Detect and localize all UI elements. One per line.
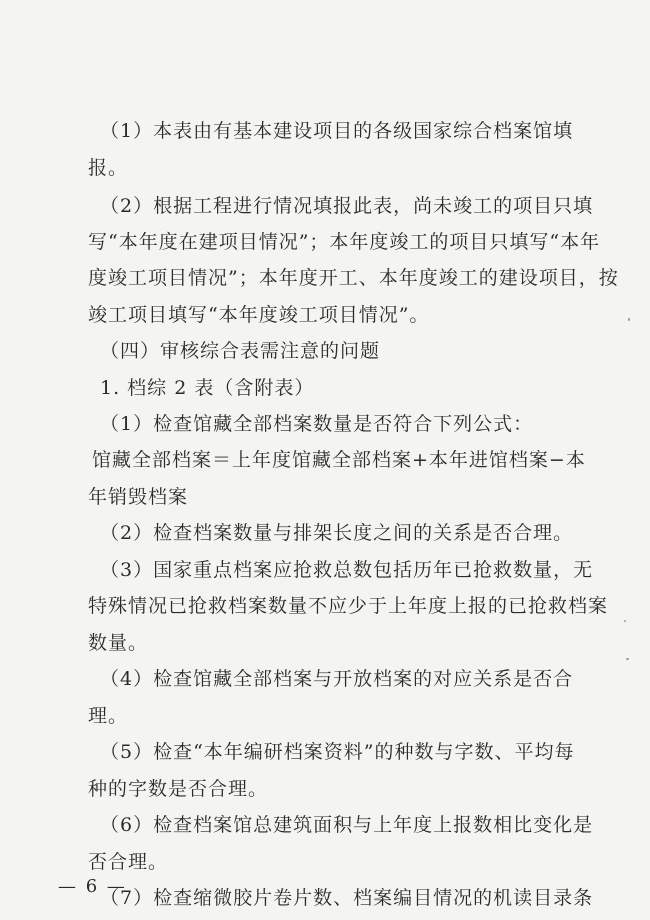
subsection-heading: 1. 档综 2 表（含附表） bbox=[100, 377, 315, 399]
text-line: 竣工项目填写“本年度竣工项目情况”。 bbox=[88, 304, 430, 326]
text-line: 特殊情况已抢救档案数量不应少于上年度上报的已抢救档案 bbox=[88, 595, 609, 617]
text-line: （5）检查“本年编研档案资料”的种数与字数、平均每 bbox=[100, 741, 575, 763]
text-line: （7）检查缩微胶片卷片数、档案编目情况的机读目录条 bbox=[100, 887, 594, 909]
formula-line: 馆藏全部档案＝上年度馆藏全部档案+本年进馆档案−本 bbox=[92, 449, 586, 471]
text-line: 报。 bbox=[88, 157, 129, 179]
formula-line: 年销毁档案 bbox=[88, 486, 189, 508]
text-line: 度竣工项目情况”；本年度开工、本年度竣工的建设项目，按 bbox=[88, 267, 619, 289]
text-line: （2）根据工程进行情况填报此表，尚未竣工的项目只填 bbox=[100, 195, 594, 217]
text-line: （6）检查档案馆总建筑面积与上年度上报数相比变化是 bbox=[100, 814, 594, 836]
scan-speck bbox=[626, 658, 629, 660]
text-line: 理。 bbox=[88, 705, 129, 727]
scan-speck bbox=[624, 620, 626, 622]
text-line: （4）检查馆藏全部档案与开放档案的对应关系是否合 bbox=[100, 668, 574, 690]
text-line: 种的字数是否合理。 bbox=[88, 778, 269, 800]
text-line: （3）国家重点档案应抢救总数包括历年已抢救数量，无 bbox=[100, 559, 594, 581]
text-line: 数量。 bbox=[88, 632, 149, 654]
scan-speck bbox=[628, 318, 630, 321]
text-line: 否合理。 bbox=[88, 851, 169, 873]
section-heading: （四）审核综合表需注意的问题 bbox=[100, 340, 381, 362]
text-line: （1）本表由有基本建设项目的各级国家综合档案馆填 bbox=[100, 120, 574, 142]
text-line: （2）检查档案数量与排架长度之间的关系是否合理。 bbox=[100, 522, 574, 544]
text-line: （1）检查馆藏全部档案数量是否符合下列公式： bbox=[100, 413, 534, 435]
text-line: 写“本年度在建项目情况”；本年度竣工的项目只填写“本年 bbox=[88, 231, 601, 253]
page-number: — 6 — bbox=[58, 876, 127, 897]
